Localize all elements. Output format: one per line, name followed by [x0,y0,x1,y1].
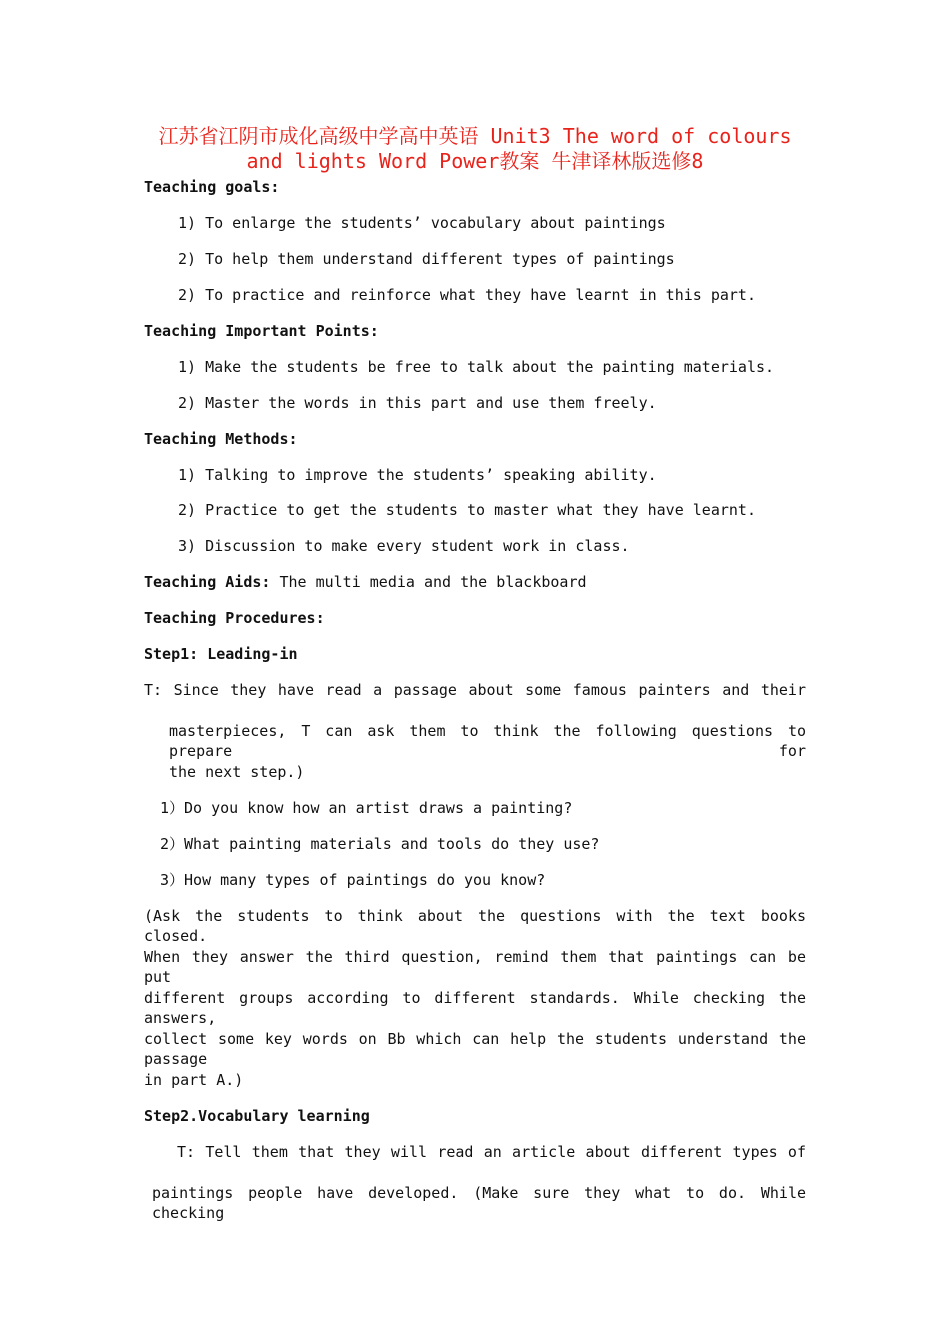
step1-note-line: in part A.) [144,1071,244,1089]
important-points-heading: Teaching Important Points: [144,322,379,340]
point-item: 1) Make the students be free to talk about the painting materials. [178,358,775,376]
teaching-methods-heading: Teaching Methods: [144,430,298,448]
step2-paragraph-line: paintings people have developed. (Make sure they what to do. While checking [152,1184,806,1222]
step1-question: 3）How many types of paintings do you know? [160,871,546,889]
step1-question: 2）What painting materials and tools do they use? [160,835,600,853]
method-item: 2) Practice to get the students to master what they have learnt. [178,501,756,519]
goal-item: 1) To enlarge the students’ vocabulary about paintings [178,214,666,232]
step1-note-line: When they answer the third question, remind them that paintings can be put [144,948,806,986]
step1-paragraph-line: T: Since they have read a passage about some famous painters and their [144,681,806,699]
goal-item: 2) To help them understand different types of paintings [178,250,675,268]
teaching-aids-heading: Teaching Aids: [144,573,271,591]
step1-note-line: collect some key words on Bb which can help the students understand the passage [144,1030,806,1068]
teaching-goals-heading: Teaching goals: [144,178,280,196]
step1-paragraph-line: masterpieces, T can ask them to think the following questions to prepare for [169,722,806,760]
method-item: 1) Talking to improve the students’ speaking ability. [178,466,657,484]
document-title-line-2: and lights Word Power教案 牛津译林版选修8 [246,149,704,173]
document-title-line-1: 江苏省江阴市成化高级中学高中英语 Unit3 The word of colours [158,124,792,148]
teaching-aids-text: The multi media and the blackboard [279,573,587,591]
teaching-procedures-heading: Teaching Procedures: [144,609,325,627]
point-item: 2) Master the words in this part and use them freely. [178,394,657,412]
teaching-aids [144,572,587,592]
goal-item: 2) To practice and reinforce what they have learnt in this part. [178,286,756,304]
step2-paragraph-line: T: Tell them that they will read an article about different types of [177,1143,806,1161]
step1-question: 1）Do you know how an artist draws a painting? [160,799,573,817]
method-item: 3) Discussion to make every student work in class. [178,537,630,555]
step1-note-line: different groups according to different standards. While checking the answers, [144,989,806,1027]
step1-heading: Step1: Leading-in [144,645,298,663]
step2-heading: Step2.Vocabulary learning [144,1107,370,1125]
step1-paragraph-line: the next step.) [169,763,305,781]
step1-note-line: (Ask the students to think about the questions with the text books closed. [144,907,806,945]
